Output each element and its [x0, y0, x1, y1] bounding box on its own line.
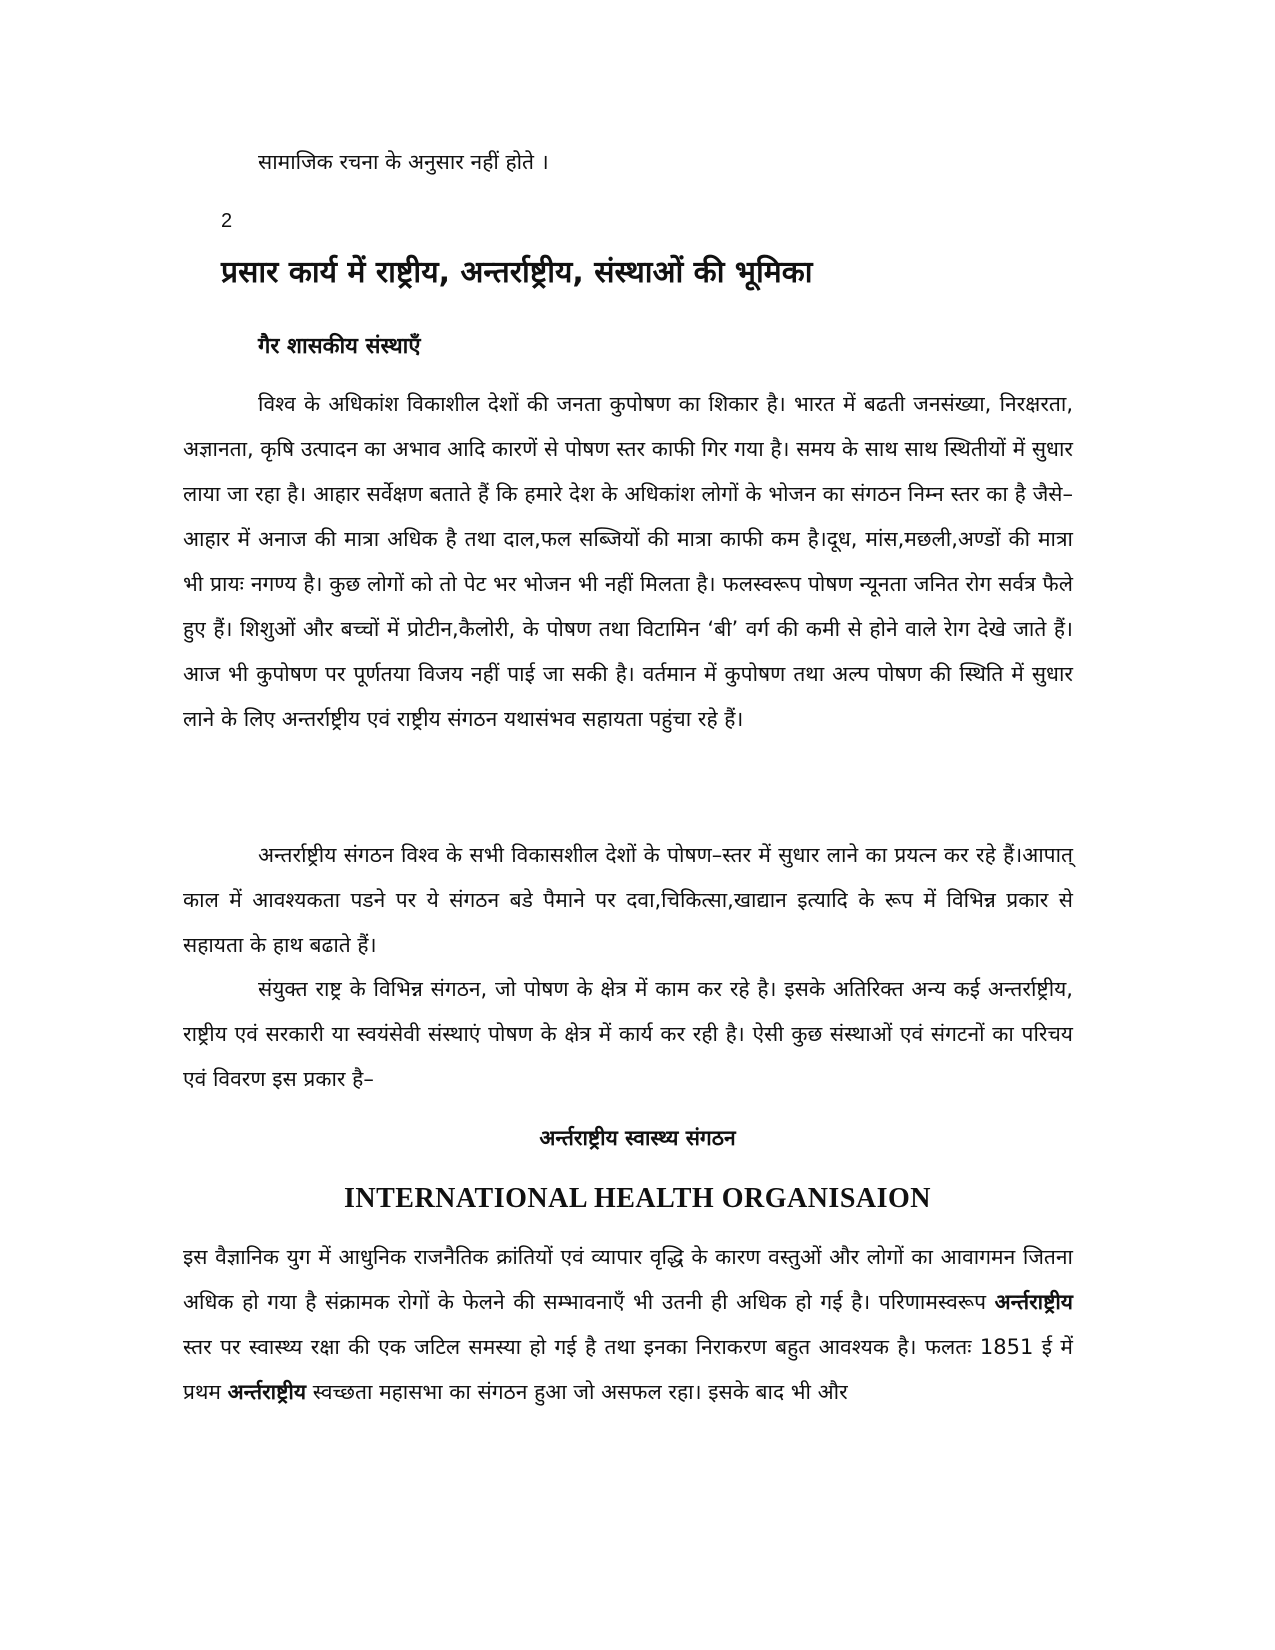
paragraph-4-part-3: स्वच्छता महासभा का संगठन हुआ जो असफल रहा। इसके बाद भी और: [306, 1380, 848, 1404]
page-number: 2: [221, 210, 233, 232]
section-heading-hindi: अर्न्तराष्ट्रीय स्वास्थ्य संगठन: [539, 1126, 736, 1150]
paragraph-3: संयुक्त राष्ट्र के विभिन्न संगठन, जो पोषण के क्षेत्र में काम कर रहे है। इसके अतिरिक्त अन्य कई अन्तर्राष्ट्रीय, राष्ट्रीय एवं सरकारी या स्वयंसेवी संस्थाएं पोषण के क्षेत्र में कार्य कर रही है। ऐसी कुछ संस्थाओं एवं संगटनों का परिचय एवं विवरण इस प्रकार है–: [183, 977, 1073, 1091]
paragraph-1: विश्व के अधिकांश विकाशील देशों की जनता कुपोषण का शिकार है। भारत में बढती जनसंख्या, निरक्षरता, अज्ञानता, कृषि उत्पादन का अभाव आदि कारणें से पोषण स्तर काफी गिर गया है। समय के साथ साथ स्थितीयों में सुधार लाया जा रहा है। आहार सर्वेक्षण बताते हैं कि हमारे देश के अधिकांश लोगों के भोजन का संगठन निम्न स्तर का है जैसे–आहार में अनाज की मात्रा अधिक है तथा दाल,फल सब्जियों की मात्रा काफी कम है।दूध, मांस,मछली,अण्डों की मात्रा भी प्रायः नगण्य है। कुछ लोगों को तो पेट भर भोजन भी नहीं मिलता है। फलस्वरूप पोषण न्यूनता जनित रोग सर्वत्र फैले हुए हैं। शिशुओं और बच्चों में प्रोटीन,कैलोरी, के पोषण तथा विटामिन ‘बी’ वर्ग की कमी से होने वाले रेाग देखे जाते हैं। आज भी कुपोषण पर पूर्णतया विजय नहीं पाई जा सकी है। वर्तमान में कुपोषण तथा अल्प पोषण की स्थिति में सुधार लाने के लिए अन्तर्राष्ट्रीय एवं राष्ट्रीय संगठन यथासंभव सहायता पहुंचा रहे हैं।: [183, 392, 1073, 731]
paragraph-4-bold-2: अर्न्तराष्ट्रीय: [227, 1380, 307, 1404]
paragraph-4: [183, 1235, 1073, 1415]
paragraph-2: अन्तर्राष्ट्रीय संगठन विश्व के सभी विकासशील देशों के पोषण–स्तर में सुधार लाने का प्रयत्न कर रहे हैं।आपात् काल में आवश्यकता पडने पर ये संगठन बडे पैमाने पर दवा,चिकित्सा,खाद्यान इत्यादि के रूप में विभिन्न प्रकार से सहायता के हाथ बढाते हैं।: [183, 843, 1073, 957]
section-heading-english: INTERNATIONAL HEALTH ORGANISAION: [343, 1183, 932, 1214]
sub-heading: गैर शासकीय संस्थाएँ: [258, 334, 421, 359]
paragraph-4-part-2: स्तर पर स्वास्थ्य रक्षा की एक जटिल समस्या हो गई है तथा इनका निराकरण बहुत आवश्यक है। फलतः 1851 ई में प्रथम: [183, 1335, 1073, 1404]
page-title: प्रसार कार्य में राष्ट्रीय, अन्तर्राष्ट्रीय, संस्थाओं की भूमिका: [221, 255, 813, 290]
paragraph-4-bold-1: अर्न्तराष्ट्रीय: [994, 1290, 1073, 1314]
carryover-line: सामाजिक रचना के अनुसार नहीं होते ।: [258, 150, 549, 174]
paragraph-4-part-1: इस वैज्ञानिक युग में आधुनिक राजनैतिक क्रांतियों एवं व्यापार वृद्धि के कारण वस्तुओं और लोगों का आवागमन जितना अधिक हो गया है संक्रामक रोगों के फेलने की सम्भावनाएँ भी उतनी ही अधिक हो गई है। परिणामस्वरूप: [183, 1245, 1073, 1314]
